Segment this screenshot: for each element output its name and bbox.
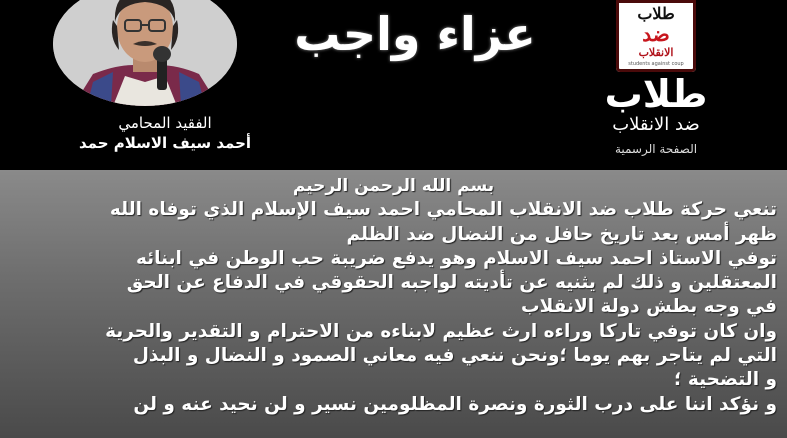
main-title: عزاء واجب <box>294 7 536 61</box>
statement-line: و نؤكد اننا على درب الثورة ونصرة المظلومين نسير و لن نحيد عنه و لن <box>133 393 777 415</box>
statement-line: في وجه بطش دولة الانقلاب <box>521 296 777 318</box>
statement-line: ظهر أمس بعد تاريخ حافل من النضال ضد الظلم <box>346 223 777 245</box>
portrait-photo-icon <box>53 0 237 106</box>
statement-line: و التضحية ؛ <box>674 369 777 391</box>
statement-line: التي لم يتاجر بهم يوما ؛ونحن ننعي فيه معاني الصمود و النضال و البذل <box>132 345 777 367</box>
header <box>0 0 787 170</box>
statement-panel <box>0 170 787 438</box>
statement-line: تنعي حركة طلاب ضد الانقلاب المحامي احمد سيف الإسلام الذي توفاه الله <box>109 199 777 221</box>
logo <box>616 0 696 72</box>
brand-title: طلاب <box>604 72 708 116</box>
statement-line: توفي الاستاذ احمد سيف الاسلام وهو يدفع ضريبة حب الوطن في ابنائه <box>135 247 777 269</box>
logo-line3: الانقلاب <box>638 46 674 59</box>
brand-subtitle: ضد الانقلاب <box>612 114 700 135</box>
statement-text <box>10 174 777 417</box>
logo-tiny-text: students against coup <box>628 61 684 67</box>
logo-line2: ضد <box>642 22 670 46</box>
basmala: بسم الله الرحمن الرحيم <box>292 176 495 196</box>
statement-line: وان كان توفي تاركا وراءه ارث عظيم لابناءه من الاحترام و التقدير والحرية <box>105 320 777 342</box>
caption-name: أحمد سيف الاسلام حمد <box>78 134 252 152</box>
brand-page-label: الصفحة الرسمية <box>614 142 698 156</box>
statement-line: المعتقلين و ذلك لم يثنيه عن تأديته لواجبه الحقوقي في الدفاع عن الحق <box>126 272 777 294</box>
logo-line1: طلاب <box>637 4 675 23</box>
caption-title: الفقيد المحامي <box>118 114 212 132</box>
